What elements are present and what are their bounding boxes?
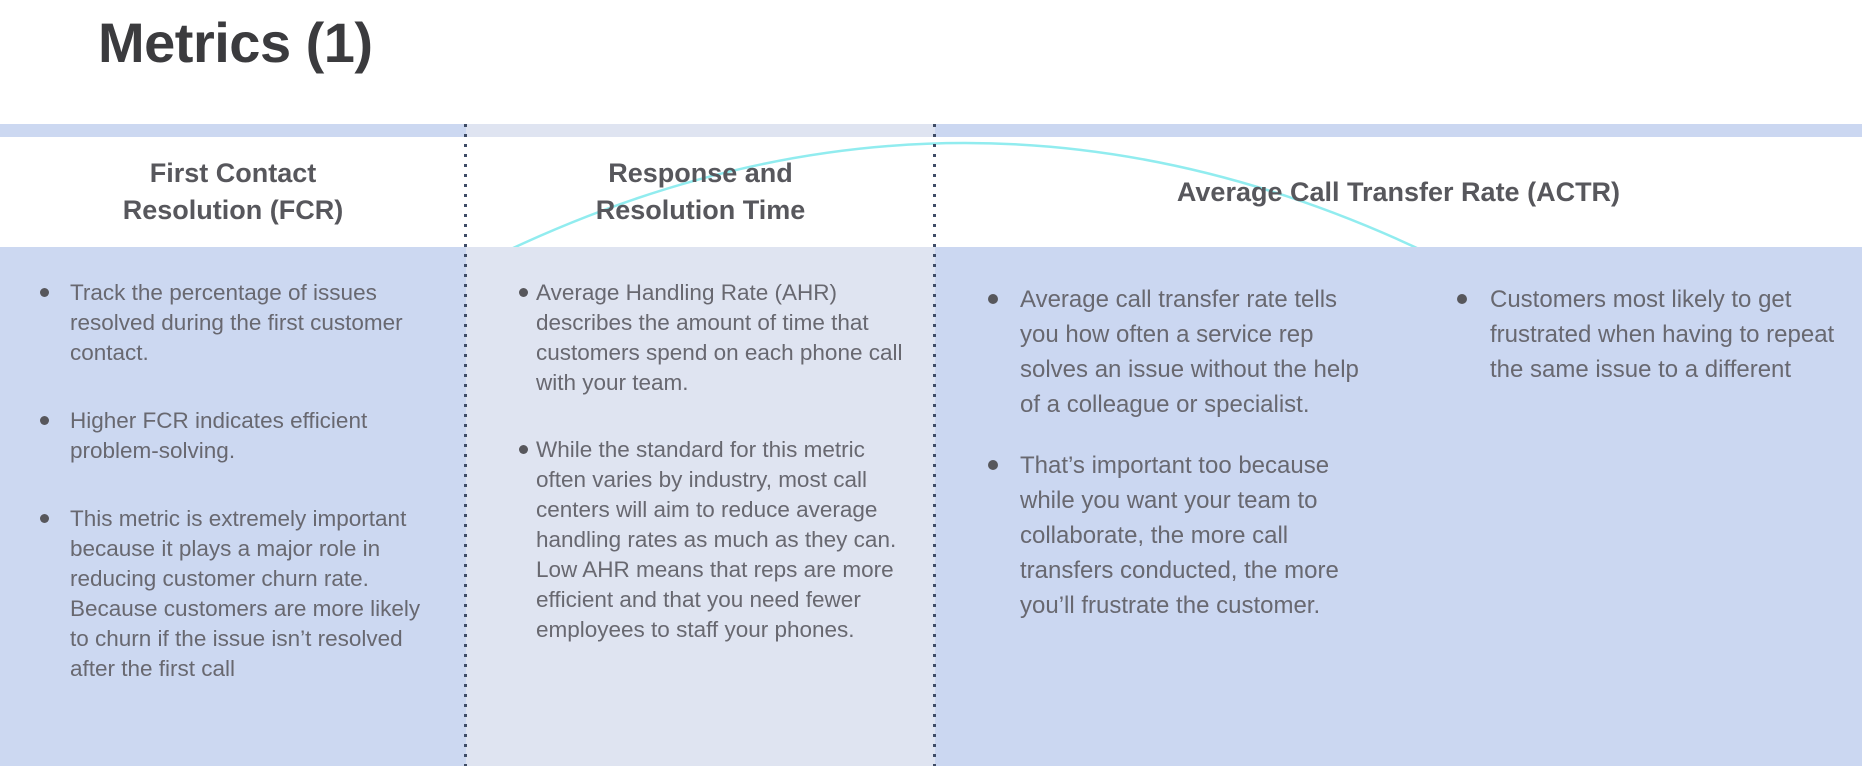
column-divider-1 — [464, 124, 467, 766]
header-line: First Contact — [149, 158, 317, 188]
bullet-item: Average call transfer rate tells you how often a service rep solves an issue without the help of a colleague or specialist. — [988, 282, 1380, 422]
column-header-actr — [935, 137, 1862, 247]
response-time-bullet-list — [466, 247, 935, 645]
header-line: Resolution (FCR) — [122, 195, 344, 225]
header-line: Resolution Time — [595, 195, 806, 225]
column-header-response-time — [466, 137, 935, 247]
column-divider-2 — [933, 124, 936, 766]
header-line: Response and — [608, 158, 793, 188]
bullet-item: Customers most likely to get frustrated when having to repeat the same issue to a different — [1457, 282, 1835, 387]
column-body-actr — [935, 247, 1862, 766]
bullet-item: While the standard for this metric often varies by industry, most call centers will aim to reduce average handling rates as much as they can. Low AHR means that reps are more efficient and that you need fewer employees to staff your phones. — [520, 435, 909, 645]
column-header-fcr — [0, 137, 466, 247]
actr-bullet-list-left — [988, 282, 1380, 649]
bullet-item: This metric is extremely important because it plays a major role in reducing customer churn rate. Because customers are more likely to churn if the issue isn’t resolved after the first call — [40, 504, 442, 684]
accent-bar-segment-2 — [466, 124, 935, 137]
accent-bar-segment-1 — [0, 124, 466, 137]
accent-bar-segment-3 — [935, 124, 1862, 137]
bullet-item: Higher FCR indicates efficient problem-solving. — [40, 406, 442, 466]
bullet-item: Average Handling Rate (AHR) describes the amount of time that customers spend on each phone call with your team. — [520, 278, 909, 398]
bullet-item: Track the percentage of issues resolved during the first customer contact. — [40, 278, 442, 368]
actr-bullet-list-right — [1457, 282, 1835, 413]
header-line: Average Call Transfer Rate (ACTR) — [1176, 176, 1621, 207]
bullet-item: That’s important too because while you want your team to collaborate, the more call transfers conducted, the more you’ll frustrate the customer. — [988, 448, 1380, 623]
fcr-bullet-list — [0, 247, 466, 684]
column-body-response-time — [466, 247, 935, 766]
column-body-fcr — [0, 247, 466, 766]
slide-title: Metrics (1) — [98, 11, 373, 74]
